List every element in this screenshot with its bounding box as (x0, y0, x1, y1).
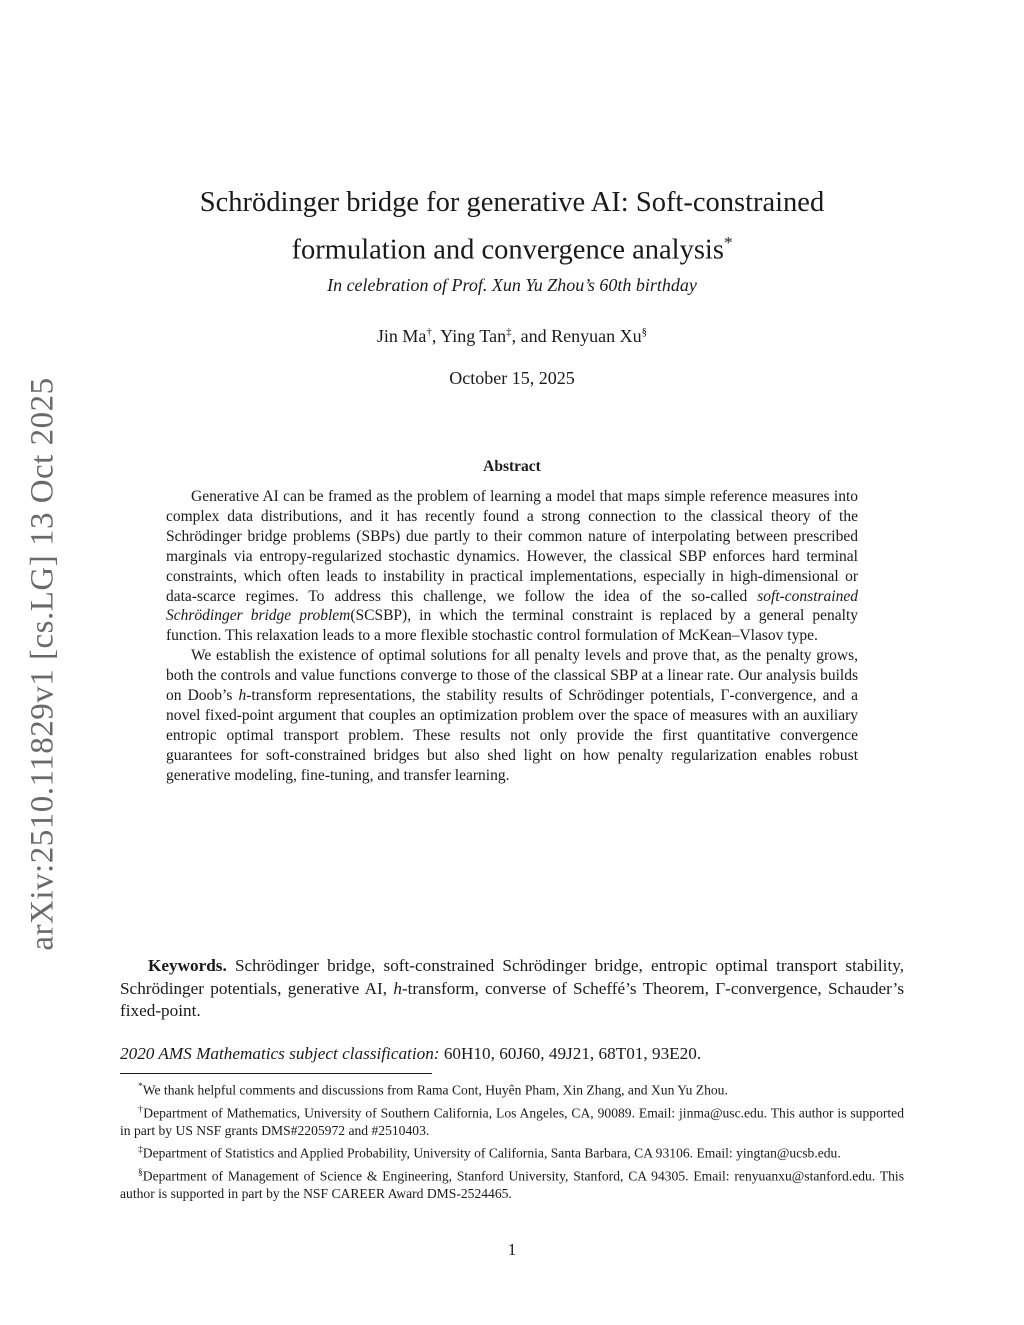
footnote (120, 1141, 904, 1163)
abstract-text: We establish the existence of optimal solutions for all penalty levels and prove that, as the penalty grows, both the controls and value functions converge to those of the classical SBP at a linear rate. Our analysis builds on Doob’s (166, 647, 858, 705)
msc-codes: 60H10, 60J60, 49J21, 68T01, 93E20. (439, 1044, 702, 1063)
author-mark: § (641, 326, 648, 338)
page-number: 1 (507, 1240, 517, 1259)
title-line-1: Schrödinger bridge for generative AI: Soft-constrained (199, 187, 825, 218)
author-separator: , (511, 326, 521, 346)
keywords (120, 955, 904, 1023)
abstract-text: -transform representations, the stability results of Schrödinger potentials, Γ-convergence, and a novel fixed-point argument that couples an optimization problem over the space of measures with an auxiliary entropic optimal transport problem. These results not only provide the first quantitative convergence guarantees for soft-constrained bridges but also shed light on how penalty regularization enables robust generative modeling, fine-tuning, and transfer learning. (166, 687, 858, 784)
abstract-emphasis: soft-constrained Schrödinger bridge problem (166, 587, 858, 625)
keywords-label: Keywords. (148, 956, 227, 975)
arxiv-identifier: arXiv:2510.11829v1 [cs.LG] 13 Oct 2025 (24, 377, 61, 951)
footnote-mark: § (138, 1167, 143, 1178)
paper-title (150, 183, 874, 271)
title-line-2: formulation and convergence analysis (291, 234, 724, 266)
footnote (120, 1101, 904, 1141)
abstract-math-h: h (238, 687, 247, 705)
author-name: Renyuan Xu (551, 326, 642, 346)
footnote (120, 1078, 904, 1100)
author-name: Jin Ma (376, 326, 427, 346)
publication-date: October 15, 2025 (449, 368, 575, 388)
abstract-text: Generative AI can be framed as the problem of learning a model that maps simple reference measures into complex data distributions, and it has recently found a strong connection to the classical theory of the Schrödinger bridge problems (SBPs) due partly to their common nature of interpolating between prescribed marginals via entropy-regularized stochastic dynamics. However, the classical SBP enforces hard terminal constraints, which often leads to instability in practical implementations, especially in high-dimensional or data-scarce regimes. To address this challenge, we follow the idea of the so-called (166, 488, 858, 605)
footnote-text: Department of Mathematics, University of Southern California, Los Angeles, CA, 90089. Email: jinma@usc.edu. This author is supported in part by US NSF grants DMS#2205972 and #2510403. (120, 1105, 905, 1139)
footnote-text: We thank helpful comments and discussions from Rama Cont, Huyên Pham, Xin Zhang, and Xun Yu Zhou. (142, 1082, 728, 1098)
author-name: Ying Tan (440, 326, 507, 346)
keywords-math-h: h (393, 978, 402, 998)
footnote (120, 1164, 904, 1204)
abstract-body (166, 487, 858, 786)
keywords-text: -transform, converse of Scheffé’s Theorem, Γ-convergence, Schauder’s fixed-point. (120, 978, 905, 1020)
footnote-text: Department of Statistics and Applied Probability, University of California, Santa Barbara, CA 93106. Email: yingtan@ucsb.edu. (142, 1145, 841, 1161)
author-conjunction: and (520, 326, 547, 346)
abstract-paragraph (166, 487, 858, 646)
footnote-mark: ‡ (138, 1145, 143, 1156)
abstract-paragraph (166, 646, 858, 785)
author-mark: ‡ (506, 326, 512, 338)
abstract-heading: Abstract (483, 458, 541, 475)
author-list (150, 326, 874, 347)
author-separator: , (431, 326, 441, 346)
msc-label: 2020 AMS Mathematics subject classification: (120, 1044, 440, 1063)
title-footnote-mark: * (723, 233, 733, 252)
dedication: In celebration of Prof. Xun Yu Zhou’s 60th birthday (327, 275, 697, 295)
footnote-mark: * (138, 1082, 143, 1092)
footnote-rule (120, 1073, 432, 1074)
abstract-text: (SCSBP), in which the terminal constraint is replaced by a general penalty function. This relaxation leads to a more flexible stochastic control formulation of McKean–Vlasov type. (166, 607, 859, 645)
msc-classification (120, 1044, 904, 1064)
keywords-text: Schrödinger bridge, soft-constrained Schrödinger bridge, entropic optimal transport stability, Schrödinger potentials, generative AI, (120, 956, 904, 998)
footnotes (120, 1078, 904, 1204)
footnote-mark: † (138, 1104, 144, 1115)
author-mark: † (426, 326, 432, 338)
footnote-text: Department of Management of Science & Engineering, Stanford University, Stanford, CA 94305. Email: renyuanxu@stanford.edu. This author is supported in part by the NSF CAREER Award DMS-2524465. (120, 1168, 904, 1202)
